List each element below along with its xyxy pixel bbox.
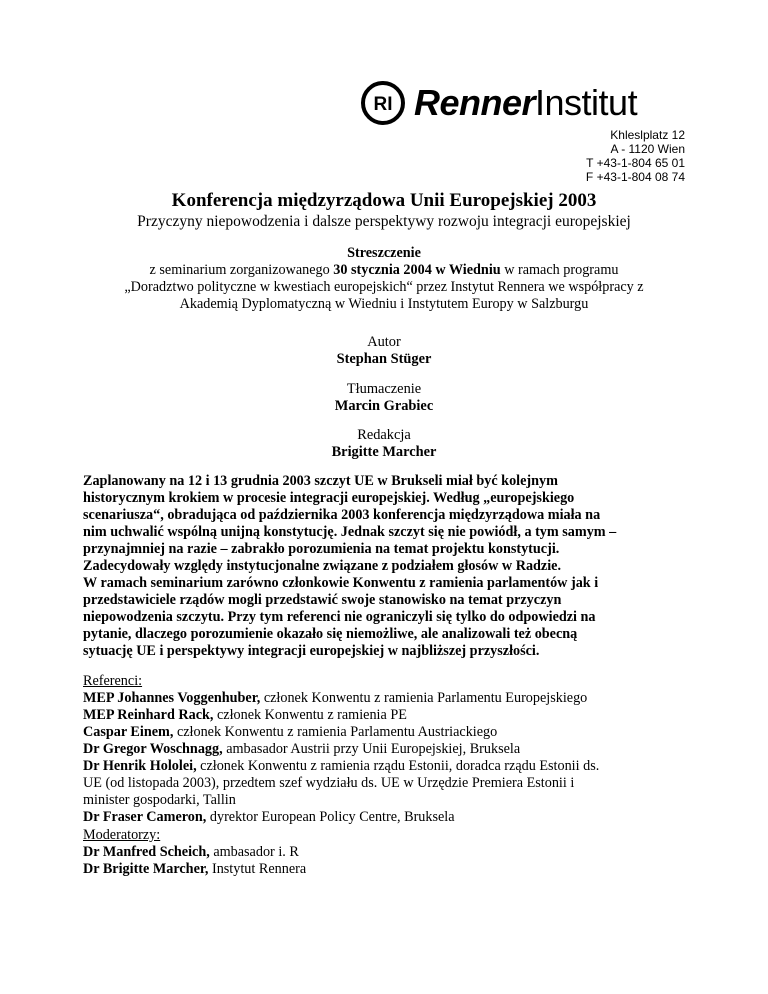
author-role: Autor (367, 334, 401, 350)
speakers-list (83, 673, 708, 826)
abstract-line: niepowodzenia szczytu. Przy tym referenci nie ograniczyli się tylko do odpowiedzi na (83, 609, 596, 625)
speaker-item: MEP Johannes Voggenhuber, członek Konwentu z ramienia Parlamentu Europejskiego (83, 690, 588, 706)
logo-wordmark: RennerInstitut (414, 82, 638, 123)
document-subtitle: Przyczyny niepowodzenia i dalsze perspektywy rozwoju integracji europejskiej (137, 213, 631, 230)
speaker-item: Dr Fraser Cameron, dyrektor European Policy Centre, Bruksela (83, 809, 455, 825)
abstract-paragraph (83, 473, 695, 660)
abstract-line: W ramach seminarium zarówno członkowie Konwentu z ramienia parlamentów jak i (83, 575, 599, 591)
moderator-item: Dr Brigitte Marcher, Instytut Rennera (83, 861, 307, 877)
abstract-line: nim uchwalić wspólną unijną konstytucję. Jednak szczyt się nie powiódł, a tym samym – (83, 524, 617, 540)
abstract-line: sytuację UE i perspektywy integracji europejskiej w najbliższej przyszłości. (83, 643, 540, 659)
translator-block (80, 381, 688, 415)
renner-institut-logo (360, 83, 680, 123)
document-title: Konferencja międzyrządowa Unii Europejskiej 2003 (171, 190, 597, 211)
translator-name: Marcin Grabiec (334, 398, 434, 414)
moderators-list (83, 827, 708, 878)
summary-heading: Streszczenie (347, 245, 421, 261)
author-block (80, 334, 688, 368)
summary-line-2: „Doradztwo polityczne w kwestiach europejskich“ przez Instytut Rennera we współpracy z (124, 279, 644, 295)
author-name: Stephan Stüger (336, 351, 432, 367)
translator-role: Tłumaczenie (346, 381, 422, 397)
abstract-line: historycznym krokiem w procesie integracji europejskiej. Według „europejskiego (83, 490, 575, 506)
moderators-heading: Moderatorzy: (83, 827, 161, 843)
abstract-line: przedstawiciele rządów mogli przedstawić swoje stanowisko na temat przyczyn (83, 592, 562, 608)
summary-block (80, 245, 688, 313)
abstract-line: Zadecydowały względy instytucjonalne związane z podziałem głosów w Radzie. (83, 558, 562, 574)
editor-block (80, 427, 688, 461)
address-block (586, 128, 685, 184)
speaker-item: MEP Reinhard Rack, członek Konwentu z ramienia PE (83, 707, 407, 723)
speaker-item: Caspar Einem, członek Konwentu z ramienia Parlamentu Austriackiego (83, 724, 498, 740)
speakers-heading: Referenci: (83, 673, 143, 689)
address-phone: T +43-1-804 65 01 (586, 156, 685, 170)
abstract-line: przynajmniej na razie – zabrakło porozumienia na temat projektu konstytucji. (83, 541, 560, 557)
speaker-item-continued: minister gospodarki, Tallin (83, 792, 236, 808)
editor-name: Brigitte Marcher (331, 444, 437, 460)
ri-logo-icon (360, 80, 406, 126)
summary-line-3: Akademią Dyplomatyczną w Wiedniu i Instytutem Europy w Salzburgu (179, 296, 589, 312)
abstract-line: scenariusza“, obradująca od października 2003 konferencja międzyrządowa miała na (83, 507, 601, 523)
address-city: A - 1120 Wien (610, 142, 685, 156)
address-fax: F +43-1-804 08 74 (585, 170, 685, 184)
address-street: Khleslplatz 12 (610, 128, 685, 142)
speaker-item: Dr Henrik Hololei, członek Konwentu z ramienia rządu Estonii, doradca rządu Estonii ds. (83, 758, 600, 774)
editor-role: Redakcja (357, 427, 411, 443)
summary-line-1: z seminarium zorganizowanego 30 stycznia 2004 w Wiedniu w ramach programu (149, 262, 619, 278)
svg-text:RI: RI (373, 94, 393, 115)
speaker-item: Dr Gregor Woschnagg, ambasador Austrii przy Unii Europejskiej, Bruksela (83, 741, 521, 757)
abstract-line: pytanie, dlaczego porozumienie okazało się niemożliwe, ale analizowali też obecną (83, 626, 578, 642)
moderator-item: Dr Manfred Scheich, ambasador i. R (83, 844, 299, 860)
abstract-line: Zaplanowany na 12 i 13 grudnia 2003 szczyt UE w Brukseli miał być kolejnym (83, 473, 558, 489)
speaker-item-continued: UE (od listopada 2003), przedtem szef wydziału ds. UE w Urzędzie Premiera Estonii i (83, 775, 575, 791)
